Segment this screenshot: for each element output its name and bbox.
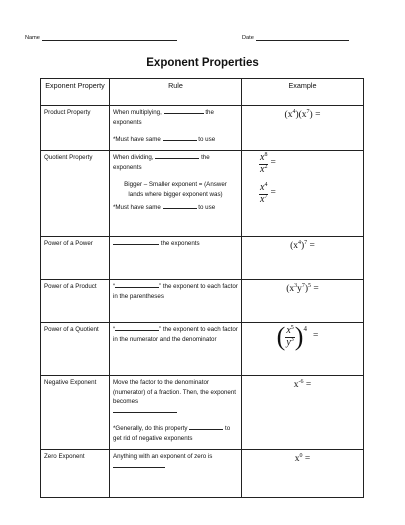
rule-cell [110,376,242,450]
rule-text: *Generally, do this property [113,425,188,433]
rule-cell [110,237,242,280]
example-text: )(x [295,110,307,120]
page-title: Exponent Properties [146,57,259,69]
rule-text: to use [198,204,216,212]
answer-blank[interactable] [189,424,223,430]
answer-blank[interactable] [163,135,197,141]
column-header-example: Example [242,79,364,106]
example-cell: $(x^4)^7$ = [242,237,364,280]
rule-cell: “ ” the exponent to each factor in the parentheses [110,280,242,323]
rule-cell [110,151,242,237]
rule-text: to get rid of negative exponents [113,425,231,443]
answer-blank[interactable] [115,282,159,288]
rule-cell: “ ” the exponent to each factor in the numerator and the denominator [110,323,242,376]
fraction: $\frac{x^4}{x^7}$ [260,182,268,205]
rule-text: the exponents [113,109,214,126]
rule-text: Move the factor to the denominator (numerator) of a fraction. Then, the exponent becomes [113,379,237,406]
property-name: Negative Exponent [41,376,110,450]
table-row-zero-exponent [41,450,364,498]
table-row-power-of-quotient [41,323,364,376]
example-cell [242,151,364,237]
property-name: Power of a Power [41,237,110,280]
table-row-quotient [41,151,364,237]
table-row-product [41,106,364,151]
column-header-rule: Rule [110,79,242,106]
exponent-properties-table [40,78,364,498]
rule-text: *Must have same [113,136,161,144]
answer-blank[interactable] [155,153,199,159]
example-text: ) = [309,110,321,120]
example-exponent: 4 [303,325,307,333]
rule-text: Bigger – Smaller exponent = (Answer lands where bigger exponent was) [124,181,227,198]
rule-text: *Must have same [113,204,161,212]
answer-blank[interactable] [113,462,165,468]
answer-blank[interactable] [115,325,159,331]
table-row-negative-exponent [41,376,364,450]
property-name: Zero Exponent [41,450,110,498]
example-cell [242,106,364,151]
equals-sign: = [312,331,319,342]
example-cell: $x^{-6}$ = [242,376,364,450]
rule-cell [110,106,242,151]
rule-text: the exponents [113,154,210,171]
example-cell: ( $\frac{x^5}{y^3}$ ) 4 = [242,323,364,376]
rule-text: When dividing, [113,154,154,161]
property-name: Power of a Product [41,280,110,323]
property-name: Quotient Property [41,151,110,237]
example-text: (x [284,110,293,120]
name-label: Name [25,35,40,41]
answer-blank[interactable] [164,108,204,114]
name-field[interactable] [25,34,177,41]
example-exponent: 4 [292,109,296,115]
fraction: $\frac{x^8}{x^2}$ [260,152,268,175]
rule-text: ” the exponent to each factor in the parentheses [113,283,238,300]
property-name: Power of a Quotient [41,323,110,376]
fraction: $\frac{x^5}{y^3}$ [286,325,294,348]
rule-text: ” the exponent to each factor in the numerator and the denominator [113,326,238,343]
rule-text: to use [198,136,216,144]
example-cell: $(x^3y^7)^5$ = [242,280,364,323]
table-row-power-of-product [41,280,364,323]
date-label: Date [242,35,254,41]
property-name: Product Property [41,106,110,151]
date-field[interactable] [242,34,349,41]
rule-text: Anything with an exponent of zero is [113,453,213,460]
answer-blank[interactable] [113,407,177,413]
table-header-row [41,79,364,106]
name-blank[interactable] [42,34,177,41]
answer-blank[interactable] [113,239,159,245]
column-header-property: Exponent Property [41,79,110,106]
rule-cell [110,450,242,498]
rule-text: When multiplying, [113,109,162,116]
example-exponent: 7 [306,109,310,115]
table-row-power-of-power [41,237,364,280]
equals-sign: = [270,188,276,199]
answer-blank[interactable] [163,203,197,209]
date-blank[interactable] [256,34,349,41]
equals-sign: = [270,158,276,169]
rule-text: the exponents [160,240,200,247]
example-cell: $x^0$ = [242,450,364,498]
